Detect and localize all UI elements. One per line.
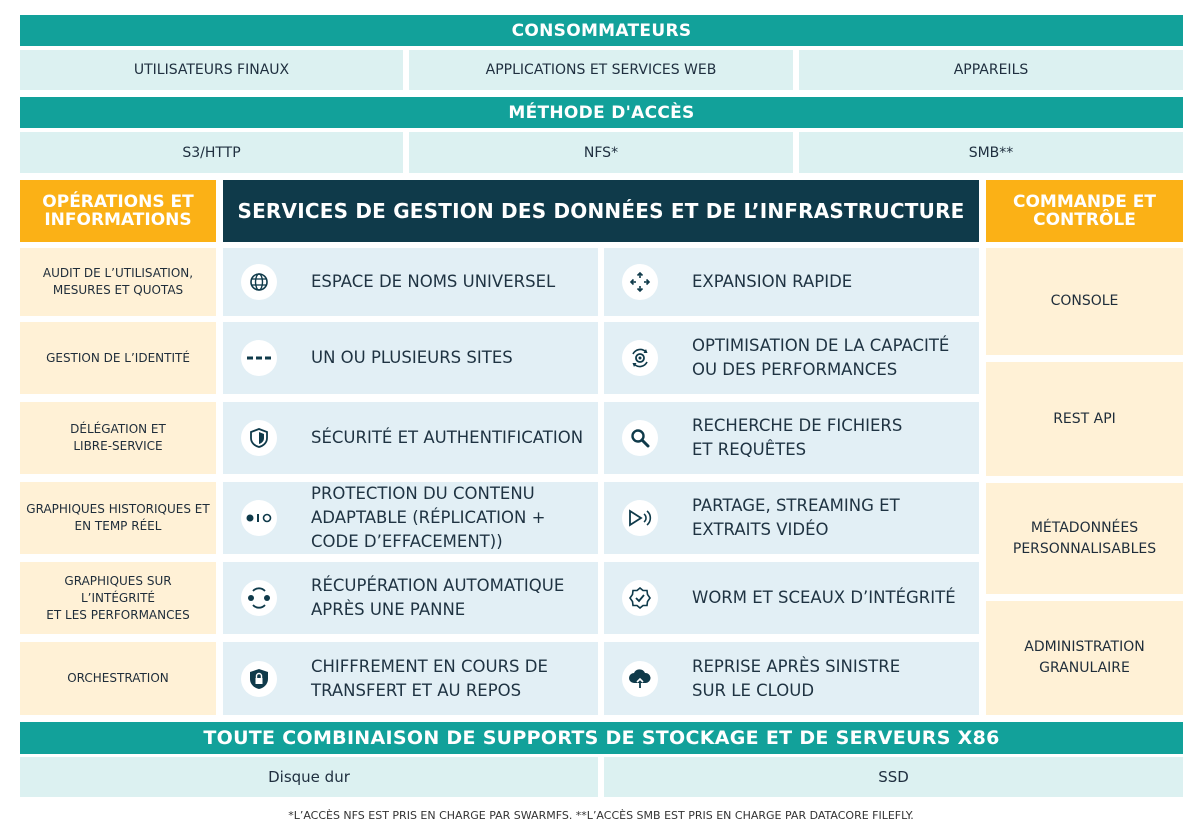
control-item [986,362,1183,476]
access-label: SMB** [968,144,1014,161]
service-label [311,346,513,370]
control-item-line: ADMINISTRATION [1024,639,1145,655]
service-label-line: OU DES PERFORMANCES [692,360,898,379]
access-header [20,97,1183,128]
access-label: S3/HTTP [182,144,241,161]
service-label [692,270,852,294]
service-label-line: CODE D’EFFACEMENT)) [311,532,503,551]
consumer-label: APPLICATIONS ET SERVICES WEB [485,62,717,78]
control-item [986,483,1183,594]
service-label-line: UN OU PLUSIEURS SITES [311,348,513,367]
cloud-icon [622,661,658,697]
service-item [604,322,979,394]
operations-title-line1: OPÉRATIONS ET [42,192,194,212]
footnote-text: *L’ACCÈS NFS EST PRIS EN CHARGE PAR SWARMFS. **L’ACCÈS SMB EST PRIS EN CHARGE PAR DATACORE FILEFLY. [288,808,914,822]
operations-item [20,482,216,554]
service-label-line: CHIFFREMENT EN COURS DE [311,656,548,676]
gear-cycle-icon [622,340,658,376]
service-item [223,642,598,715]
control-header [986,180,1183,242]
operations-item-line: DÉLÉGATION ET [70,422,166,436]
storage-cell [20,757,598,797]
service-label [692,414,902,462]
service-label [311,270,555,294]
control-item-line: PERSONNALISABLES [1012,540,1157,557]
control-item-line: CONSOLE [1050,293,1119,309]
storage-header [20,722,1183,754]
operations-item [20,402,216,474]
consumers-title: CONSOMMATEURS [511,20,692,41]
control-title-line1: COMMANDE ET [1013,192,1156,212]
service-label-line: WORM ET SCEAUX D’INTÉGRITÉ [692,588,956,607]
consumer-cell [409,50,793,90]
service-item [223,322,598,394]
search-icon [622,420,658,456]
service-item [223,482,598,554]
dots-icon [241,500,277,536]
service-label-line: RECHERCHE DE FICHIERS [692,416,903,435]
operations-item-line: GRAPHIQUES HISTORIQUES ET [26,502,210,516]
control-title-line2: CONTRÔLE [1033,210,1136,230]
operations-item-line: ET LES PERFORMANCES [46,607,190,622]
operations-header [20,180,216,242]
control-item-line: MÉTADONNÉES [1030,519,1139,536]
service-label-line: TRANSFERT ET AU REPOS [311,680,522,700]
service-label-line: SÉCURITÉ ET AUTHENTIFICATION [311,428,584,447]
access-cell [799,132,1183,173]
service-label-line: APRÈS UNE PANNE [311,600,466,619]
control-item [986,601,1183,715]
service-label-line: EXTRAITS VIDÉO [692,520,829,539]
operations-item-line: EN TEMP RÉEL [74,519,162,533]
service-label-line: PARTAGE, STREAMING ET [692,496,900,515]
service-item [604,482,979,554]
services-title: SERVICES DE GESTION DES DONNÉES ET DE L’INFRASTRUCTURE [237,199,965,223]
service-item [604,402,979,474]
globe-icon [241,264,277,300]
consumer-label: UTILISATEURS FINAUX [133,62,290,78]
service-label [311,426,583,450]
access-cell [20,132,403,173]
service-label-line: PROTECTION DU CONTENU [311,484,535,503]
dashes-icon [241,340,277,376]
service-item [223,562,598,634]
shield-icon [241,420,277,456]
storage-cell [604,757,1183,797]
access-label: NFS* [583,144,619,161]
service-item [604,248,979,316]
control-item-line: GRANULAIRE [1039,660,1130,676]
operations-item-line: GESTION DE L’IDENTITÉ [46,350,190,365]
service-label [311,482,545,554]
expand-icon [622,264,658,300]
footnote [0,805,1202,825]
operations-item-line: ORCHESTRATION [67,671,169,685]
service-label-line: REPRISE APRÈS SINISTRE [692,656,901,676]
service-label [311,574,564,622]
service-item [604,562,979,634]
service-label-line: OPTIMISATION DE LA CAPACITÉ [692,336,950,355]
operations-item-line: GRAPHIQUES SUR L’INTÉGRITÉ [64,573,172,605]
operations-title-line2: INFORMATIONS [44,210,192,230]
services-header [223,180,979,242]
lock-icon [241,661,277,697]
control-item-line: REST API [1053,410,1116,427]
check-badge-icon [622,580,658,616]
operations-item [20,322,216,394]
operations-item-line: LIBRE-SERVICE [73,439,163,453]
service-label-line: ADAPTABLE (RÉPLICATION + [311,508,546,527]
service-label [692,334,949,382]
service-item [223,402,598,474]
storage-label: SSD [878,768,909,786]
service-item [223,248,598,316]
operations-item-line: MESURES ET QUOTAS [52,283,184,297]
service-label [692,494,900,542]
consumers-header [20,15,1183,46]
access-cell [409,132,793,173]
recovery-icon [241,580,277,616]
storage-label: Disque dur [268,768,350,786]
operations-item-line: AUDIT DE L’UTILISATION, [42,266,194,280]
play-stream-icon [622,500,658,536]
service-label-line: ET REQUÊTES [692,440,807,459]
consumer-label: APPAREILS [953,62,1029,78]
access-title: MÉTHODE D'ACCÈS [508,102,695,123]
operations-item [20,562,216,634]
service-label-line: EXPANSION RAPIDE [692,272,853,291]
operations-item [20,248,216,316]
control-item [986,248,1183,355]
service-label-line: RÉCUPÉRATION AUTOMATIQUE [311,576,565,595]
consumer-cell [799,50,1183,90]
service-label-line: SUR LE CLOUD [692,680,815,700]
consumer-cell [20,50,403,90]
service-label [311,655,548,703]
service-label [692,655,900,703]
service-label-line: ESPACE DE NOMS UNIVERSEL [311,272,556,291]
operations-item [20,642,216,715]
service-label [692,586,956,610]
storage-title: TOUTE COMBINAISON DE SUPPORTS DE STOCKAGE ET DE SERVEURS X86 [203,727,1000,749]
service-item [604,642,979,715]
